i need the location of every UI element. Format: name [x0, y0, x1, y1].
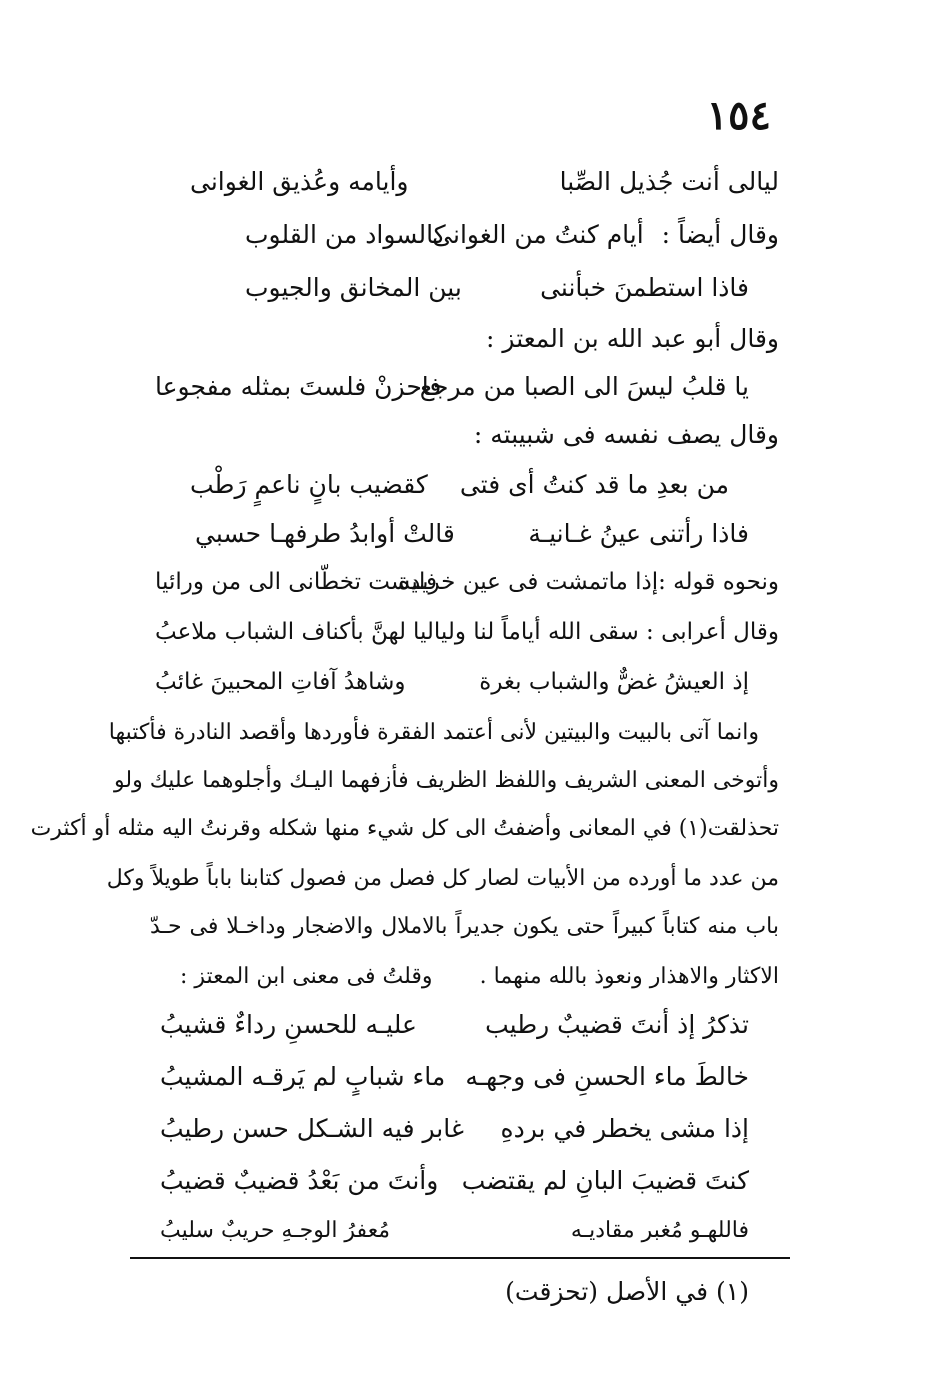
verse-second-hemistich: غابر فيه الشـكل حسن رطيبُ — [160, 1114, 464, 1143]
verse-second-hemistich: قالتْ أوابدُ طرفهـا حسبي — [195, 519, 455, 548]
verse-first-hemistich: خالطَ ماء الحسنِ فى وجهـه — [465, 1062, 749, 1091]
verse-second-hemistich: بين المخانق والجيوب — [245, 273, 462, 302]
verse-second-hemistich: وأنتَ من بَعْدُ قضيبٌ قضيبُ — [160, 1166, 439, 1195]
prose-line: باب منه كتاباً كبيراً حتى يكون جديراً بالاملال والاضجار وداخـلا فى حـدّ — [150, 914, 779, 939]
verse-line — [155, 660, 779, 704]
verse-line — [160, 1107, 779, 1151]
section-heading: وقال أبو عبد الله بن المعتز : — [486, 324, 779, 353]
verse-line — [160, 1209, 779, 1253]
prose-closing-sentence: الاكثار والاهذار ونعوذ بالله منهما . — [479, 964, 779, 989]
verse-first-hemistich: تذكرُ إذ أنتَ قضيبٌ رطيب — [485, 1010, 749, 1039]
verse-line — [160, 512, 779, 556]
verse-line — [160, 463, 779, 507]
verse-first-hemistich: فاذا استطمنَ خبأننى — [540, 273, 749, 302]
verse-line — [155, 610, 779, 654]
verse-first-hemistich: إذ العيشُ غضٌّ والشباب بغرة — [479, 669, 749, 695]
verse-line — [160, 1003, 779, 1047]
verse-first-hemistich: فاذا رأتنى عينُ غـانيـة — [528, 519, 749, 548]
verse-first-hemistich: يا قلبُ ليسَ الى الصبا من مرجع — [419, 372, 749, 401]
verse-first-hemistich-group — [432, 213, 779, 257]
verse-introduction: وقلتُ فى معنى ابن المعتز : — [180, 964, 433, 989]
prose-split-line — [150, 955, 779, 999]
verse-first-hemistich: كنتَ قضيبَ البانِ لم يقتضب — [461, 1166, 749, 1195]
verse-line — [160, 160, 779, 204]
verse-first-hemistich: أيام كنتُ من الغوانى — [432, 220, 644, 249]
verse-second-hemistich: مُعفرُ الوجـهِ حريبٌ سليبُ — [160, 1218, 391, 1243]
verse-second-hemistich: وشاهدُ آفاتِ المحبينَ غائبُ — [155, 669, 406, 695]
verse-second-hemistich: ماء شبابٍ لم يَرقـه المشيبُ — [160, 1062, 446, 1091]
page-number: ١٥٤ — [706, 92, 771, 139]
verse-line — [155, 560, 779, 604]
prose-line: من عدد ما أورده من الأبيات لصار كل فصل من فصول كتابنا باباً طويلاً وكل — [106, 866, 779, 891]
verse-first-hemistich: وقال أعرابى : سقى الله أياماً لنا ولياليا — [412, 619, 779, 645]
verse-first-hemistich: من بعدِ ما قد كنتُ أى فتى — [459, 470, 729, 499]
prose-line: تحذلقت(١) في المعانى وأضفتُ الى كل شيء منها شكله وقرنتُ اليه مثله أو أكثرت — [30, 816, 779, 841]
verse-line — [160, 266, 779, 310]
verse-second-hemistich: فليست تخطّانى الى من ورائيا — [155, 569, 437, 595]
verse-second-hemistich: فاحزنْ فلستَ بمثله مفجوعا — [155, 372, 442, 401]
verse-first-hemistich: ليالى أنت جُذيل الصِّبا — [559, 167, 779, 196]
verse-first-hemistich: ونحوه قوله :إذا ماتمشت فى عين خريدة — [397, 569, 779, 595]
verse-first-hemistich: فاللهـو مُغبر مقاديـه — [570, 1218, 749, 1243]
verse-lead-in: وقال أيضاً : — [661, 220, 779, 249]
footnote: (١) في الأصل (تحزقت) — [505, 1277, 749, 1306]
verse-second-hemistich: عليـه للحسنِ رداءٌ قشيبُ — [160, 1010, 417, 1039]
footnote-divider — [130, 1257, 790, 1259]
verse-first-hemistich: إذا مشى يخطر في بردهِ — [500, 1114, 749, 1143]
verse-line — [160, 213, 779, 257]
verse-line — [160, 1159, 779, 1203]
verse-second-hemistich: لهنَّ بأكناف الشباب ملاعبُ — [155, 619, 407, 645]
verse-second-hemistich: كالسواد من القلوب — [245, 220, 446, 249]
verse-second-hemistich: وأيامه وعُذيق الغوانى — [190, 167, 409, 196]
prose-line: وأتوخى المعنى الشريف واللفظ الظريف فأزفهما اليـك وأجلوهما عليك ولو — [114, 768, 779, 793]
verse-line — [155, 365, 779, 409]
verse-second-hemistich: كقضيب بانٍ ناعمٍ رَطْب — [190, 470, 428, 499]
prose-line: وانما آتى بالبيت والبيتين لأنى أعتمد الفقرة فأوردها وأقصد النادرة فأكتبها — [108, 720, 759, 745]
section-heading: وقال يصف نفسه فى شبيبته : — [473, 420, 779, 449]
verse-line — [160, 1055, 779, 1099]
